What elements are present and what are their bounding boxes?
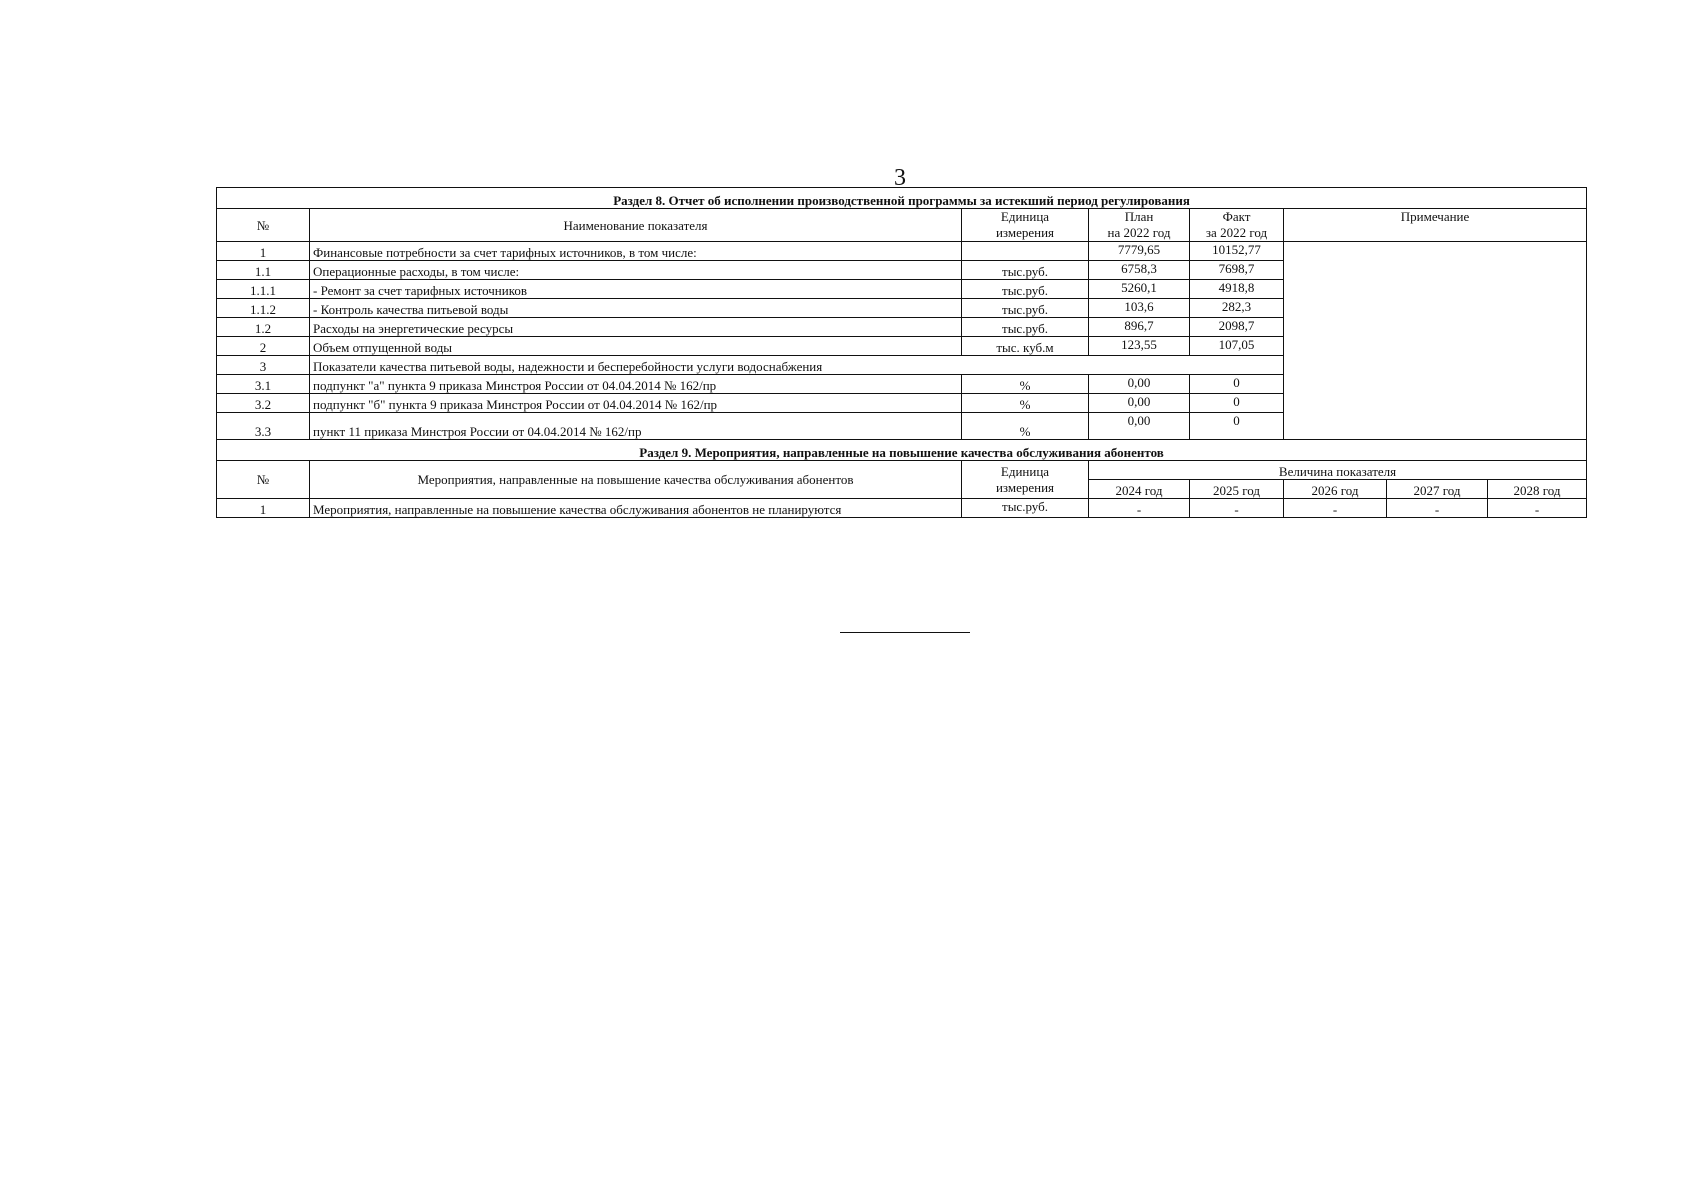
s8-row-10-num: 3.3 [217, 413, 310, 440]
s9-header-2025: 2025 год [1190, 480, 1284, 499]
s8-header-unit-line1: Единица [1000, 209, 1050, 224]
s8-row-3-plan: 5260,1 [1089, 280, 1190, 299]
s8-row-5-unit: тыс.руб. [962, 318, 1089, 337]
s8-header-unit-line2: измерения [995, 225, 1055, 240]
s8-row-6-unit: тыс. куб.м [962, 337, 1089, 356]
section9-title-row [217, 440, 1587, 461]
s8-header-num: № [217, 209, 310, 242]
s8-row-9-name: подпункт "б" пункта 9 приказа Минстроя России от 04.04.2014 № 162/пр [310, 394, 962, 413]
s8-row-3-name: - Ремонт за счет тарифных источников [310, 280, 962, 299]
s8-row-3-unit: тыс.руб. [962, 280, 1089, 299]
s8-row-10-name: пункт 11 приказа Минстроя России от 04.04.2014 № 162/пр [310, 413, 962, 440]
section9-title: Раздел 9. Мероприятия, направленные на повышение качества обслуживания абонентов [217, 440, 1587, 461]
s8-row-9-plan: 0,00 [1089, 394, 1190, 413]
s8-row-2-num: 1.1 [217, 261, 310, 280]
s8-header-name: Наименование показателя [310, 209, 962, 242]
section8-title-row [217, 188, 1587, 209]
s9-row-1-2025: - [1190, 499, 1284, 518]
s8-row-8-name: подпункт "а" пункта 9 приказа Минстроя России от 04.04.2014 № 162/пр [310, 375, 962, 394]
s9-row-1-2027: - [1387, 499, 1488, 518]
s9-header-2024: 2024 год [1089, 480, 1190, 499]
s8-notes-cell [1284, 242, 1587, 440]
s8-row-1 [217, 242, 1587, 261]
s9-row-1-2028: - [1488, 499, 1587, 518]
s9-header-2028: 2028 год [1488, 480, 1587, 499]
s8-row-4-fact: 282,3 [1190, 299, 1284, 318]
s9-row-1 [217, 499, 1587, 518]
s8-row-5-plan: 896,7 [1089, 318, 1190, 337]
s8-row-7-name: Показатели качества питьевой воды, надежности и бесперебойности услуги водоснабжения [310, 356, 1284, 375]
s8-row-2-unit: тыс.руб. [962, 261, 1089, 280]
s9-row-1-2024: - [1089, 499, 1190, 518]
s8-row-4-plan: 103,6 [1089, 299, 1190, 318]
s8-header-fact [1190, 209, 1284, 242]
s8-row-1-name: Финансовые потребности за счет тарифных источников, в том числе: [310, 242, 962, 261]
s8-header-plan [1089, 209, 1190, 242]
s8-row-9-unit: % [962, 394, 1089, 413]
s8-row-9-fact: 0 [1190, 394, 1284, 413]
s9-header-2027: 2027 год [1387, 480, 1488, 499]
s8-row-1-unit [962, 242, 1089, 261]
s8-row-5-fact: 2098,7 [1190, 318, 1284, 337]
s8-row-10-unit: % [962, 413, 1089, 440]
s8-row-1-num: 1 [217, 242, 310, 261]
s8-row-3-num: 1.1.1 [217, 280, 310, 299]
s8-row-5-num: 1.2 [217, 318, 310, 337]
s8-row-8-num: 3.1 [217, 375, 310, 394]
s9-row-1-unit: тыс.руб. [962, 499, 1089, 518]
s9-row-1-2026: - [1284, 499, 1387, 518]
section8-title: Раздел 8. Отчет об исполнении производственной программы за истекший период регулирования [217, 188, 1587, 209]
s8-row-6-name: Объем отпущенной воды [310, 337, 962, 356]
s8-row-6-num: 2 [217, 337, 310, 356]
s9-header-unit-line2: измерения [995, 479, 1055, 495]
s9-header-unit [962, 461, 1089, 499]
s8-header-note: Примечание [1284, 209, 1587, 242]
s8-row-4-name: - Контроль качества питьевой воды [310, 299, 962, 318]
s8-row-6-fact: 107,05 [1190, 337, 1284, 356]
s8-header-plan-line1: План [1124, 209, 1154, 224]
s9-header-unit-line1: Единица [1000, 463, 1050, 479]
report-table-wrapper [216, 187, 1586, 518]
s8-row-5-name: Расходы на энергетические ресурсы [310, 318, 962, 337]
s8-row-1-fact: 10152,77 [1190, 242, 1284, 261]
s8-header-fact-line2: за 2022 год [1205, 225, 1268, 240]
s8-row-6-plan: 123,55 [1089, 337, 1190, 356]
s8-row-3-fact: 4918,8 [1190, 280, 1284, 299]
s8-row-2-plan: 6758,3 [1089, 261, 1190, 280]
s8-header-plan-line2: на 2022 год [1107, 225, 1171, 240]
s8-row-1-plan: 7779,65 [1089, 242, 1190, 261]
s8-row-8-fact: 0 [1190, 375, 1284, 394]
page-number: 3 [894, 165, 906, 191]
s8-header-unit [962, 209, 1089, 242]
s8-row-4-unit: тыс.руб. [962, 299, 1089, 318]
section9-header-row-1 [217, 461, 1587, 480]
s8-row-8-plan: 0,00 [1089, 375, 1190, 394]
s9-header-value: Величина показателя [1089, 461, 1587, 480]
s9-header-num: № [217, 461, 310, 499]
s8-row-2-name: Операционные расходы, в том числе: [310, 261, 962, 280]
s8-row-2-fact: 7698,7 [1190, 261, 1284, 280]
s8-row-4-num: 1.1.2 [217, 299, 310, 318]
s8-header-fact-line1: Факт [1222, 209, 1251, 224]
s9-header-name: Мероприятия, направленные на повышение качества обслуживания абонентов [310, 461, 962, 499]
s8-row-10-plan: 0,00 [1089, 413, 1190, 440]
s9-row-1-name: Мероприятия, направленные на повышение качества обслуживания абонентов не планируются [310, 499, 962, 518]
s9-row-1-num: 1 [217, 499, 310, 518]
s8-row-10-fact: 0 [1190, 413, 1284, 440]
s8-row-8-unit: % [962, 375, 1089, 394]
closing-divider-line [840, 632, 970, 633]
report-table [216, 187, 1587, 518]
section8-header-row [217, 209, 1587, 242]
s8-row-7-num: 3 [217, 356, 310, 375]
s9-header-2026: 2026 год [1284, 480, 1387, 499]
s8-row-9-num: 3.2 [217, 394, 310, 413]
